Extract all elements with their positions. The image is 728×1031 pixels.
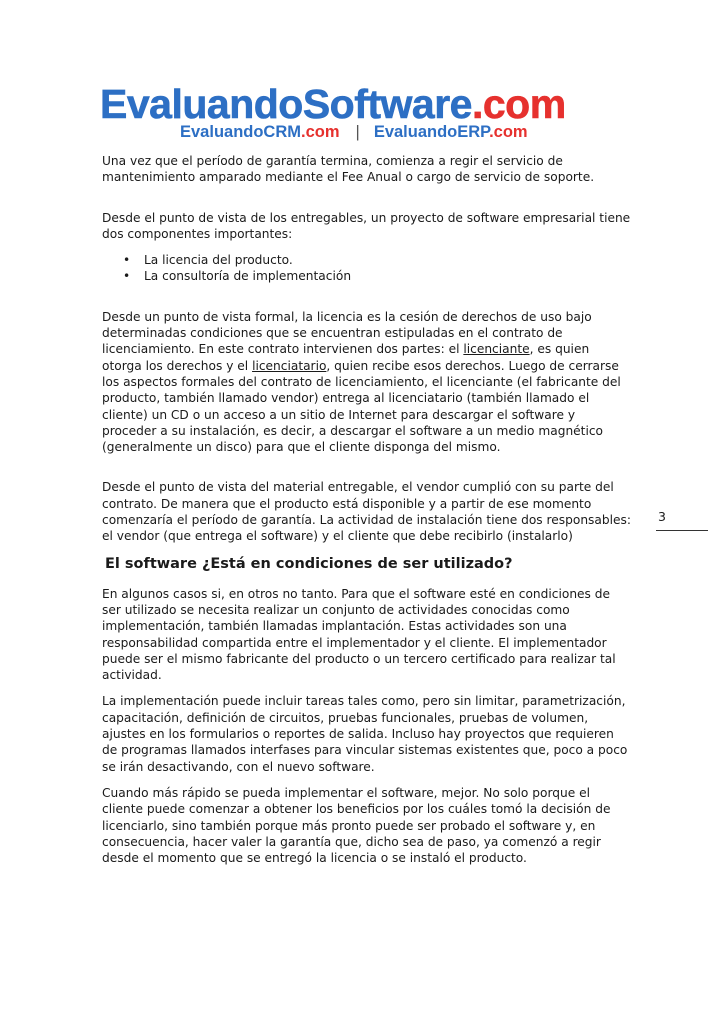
logo-main-name: EvaluandoSoftware (100, 81, 472, 127)
page-number: 3 (658, 509, 666, 524)
paragraph-implementation-tasks: La implementación puede incluir tareas tales como, pero sin limitar, parametrización, capacitación, definición de circuitos, pruebas funcionales, pruebas de volumen, ajustes en los formularios o reportes de salida. Incluso hay proyectos que requieren de programas llamados interfases para vincular sistemas existentes que, poco a poco se irán desactivando, con el nuevo software. (102, 694, 628, 774)
list-item-text: La consultoría de implementación (144, 269, 352, 284)
section-heading: El software ¿Está en condiciones de ser utilizado? (105, 555, 513, 572)
licenciatario-link[interactable]: licenciatario (252, 358, 327, 373)
evaluandosoftware-logo (100, 80, 640, 142)
paragraph-warranty-end: Una vez que el período de garantía termina, comienza a regir el servicio de mantenimiento amparado mediante el Fee Anual o cargo de servicio de soporte. (102, 154, 595, 185)
logo-sub1-name: EvaluandoCRM (180, 123, 302, 141)
paragraph-license-part-a: Desde un punto de vista formal, la licencia es la cesión de derechos de uso bajo determinadas condiciones que se encuentran estipuladas en el contrato de licenciamiento. En este contrato intervienen dos partes: el (102, 309, 592, 357)
document-body (102, 153, 632, 866)
logo-sub1-domain: .com (301, 123, 340, 141)
logo-sub-text (180, 123, 528, 141)
list-item (120, 252, 632, 268)
page-number-rule (656, 530, 708, 531)
paragraph-deliverables: Desde el punto de vista de los entregables, un proyecto de software empresarial tiene dos componentes importantes: (102, 210, 631, 241)
components-list (102, 252, 632, 285)
paragraph-implementation-speed: Cuando más rápido se pueda implementar el software, mejor. No solo porque el cliente puede comenzar a obtener los beneficios por los cuáles tomó la decisión de licenciarlo, sino también porque más pronto puede ser probado el software y, en consecuencia, hacer valer la garantía que, dicho sea de paso, ya comenzó a regir desde el momento que se entregó la licencia o se instaló el producto. (102, 785, 611, 866)
bullet-icon: • (123, 253, 131, 268)
bullet-icon: • (123, 269, 131, 284)
paragraph-material-deliverable: Desde el punto de vista del material entregable, el vendor cumplió con su parte del contrato. De manera que el producto está disponible y a partir de ese momento comenzaría el período de garantía. La actividad de instalación tiene dos responsables: el vendor (que entrega el software) y el cliente que debe recibirlo (instalarlo) (102, 480, 631, 544)
logo-main-text (100, 82, 566, 126)
paragraph-license-part-c: , quien recibe esos derechos. Luego de cerrarse los aspectos formales del contrato de licenciamiento, el licenciante (el fabricante del producto, también llamado vendor) entrega al licenciatario (también llamado el cliente) un CD o un acceso a un sitio de Internet para descargar el software y proceder a su instalación, es decir, a descargar el software a un medio magnético (generalmente un disco) para que el cliente disponga del mismo. (102, 358, 621, 455)
logo-sub2-name: EvaluandoERP (373, 123, 490, 141)
list-item-text: La licencia del producto. (144, 253, 293, 268)
logo-sub2-domain: .com (489, 123, 528, 141)
paragraph-license-part-b: , es quien otorga los derechos y el (102, 342, 590, 373)
licenciante-link[interactable]: licenciante (463, 342, 530, 357)
paragraph-license (102, 309, 632, 456)
logo-separator: | (355, 123, 360, 141)
logo-main-domain: .com (471, 81, 566, 127)
list-item (120, 268, 632, 284)
paragraph-implementation: En algunos casos si, en otros no tanto. Para que el software esté en condiciones de ser utilizado se necesita realizar un conjunto de actividades conocidas como implementación, también llamadas implantación. Estas actividades son una responsabilidad compartida entre el implementador y el cliente. El implementador puede ser el mismo fabricante del producto o un tercero certificado para realizar tal actividad. (102, 586, 616, 683)
